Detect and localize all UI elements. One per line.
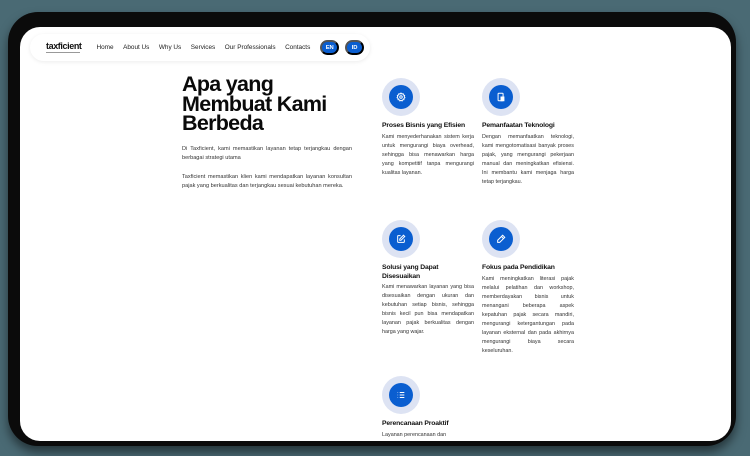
pencil-icon <box>489 227 513 251</box>
feature-card <box>382 78 474 178</box>
feature-title: Solusi yang Dapat Disesuaikan <box>382 264 439 280</box>
feature-title: Proses Bisnis yang Efisien <box>382 122 465 129</box>
feature-title: Pemanfaatan Teknologi <box>482 122 555 129</box>
navbar <box>30 34 370 61</box>
nav-link-why-us[interactable]: Why Us <box>158 44 182 51</box>
device-icon <box>489 85 513 109</box>
icon-ring <box>382 376 420 414</box>
feature-card <box>482 78 574 187</box>
icon-ring <box>382 78 420 116</box>
nav-link-our-professionals[interactable]: Our Professionals <box>224 44 276 51</box>
browser-viewport <box>20 27 731 441</box>
nav-link-contacts[interactable]: Contacts <box>285 44 311 51</box>
lang-id-button[interactable]: ID <box>345 40 364 55</box>
edit-square-icon <box>389 227 413 251</box>
feature-text: Kami menawarkan layanan yang bisa disesuaikan dengan ukuran dan kebutuhan setiap bisnis, sehingga bisnis kecil pun bisa mendapatkan layanan pajak berkualitas dengan harga yang wajar. <box>382 284 474 336</box>
hero-paragraph-1: Di Taxficient, kami memastikan layanan tetap terjangkau dengan berbagai strategi utama <box>182 145 352 161</box>
feature-text: Dengan memanfaatkan teknologi, kami mengotomatisasi banyak proses pajak, yang mengurangi pekerjaan manual dan meningkatkan efisiensi. Ini membantu kami menjaga harga tetap terjangkau. <box>482 133 574 185</box>
icon-ring <box>382 220 420 258</box>
title-line-2: Membuat Kami <box>182 91 327 116</box>
hero-section <box>182 72 352 191</box>
hero-paragraph-2: Taxficient memastikan klien kami mendapatkan layanan konsultan pajak yang berkualitas dan terjangkau sesuai kebutuhan mereka. <box>182 173 352 189</box>
logo-tagline <box>46 52 80 53</box>
feature-title: Fokus pada Pendidikan <box>482 264 555 271</box>
nav-link-services[interactable]: Services <box>190 44 216 51</box>
page-title <box>182 72 352 135</box>
feature-card <box>482 220 574 356</box>
title-line-3: Berbeda <box>182 111 264 135</box>
icon-ring <box>482 78 520 116</box>
logo-text: taxficient <box>46 41 82 51</box>
nav-link-about-us[interactable]: About Us <box>123 44 150 51</box>
lang-en-button[interactable]: EN <box>320 40 339 55</box>
icon-ring <box>482 220 520 258</box>
feature-title: Perencanaan Proaktif <box>382 420 449 427</box>
feature-card <box>382 376 474 440</box>
device-frame <box>8 12 736 446</box>
nav-link-home[interactable]: Home <box>96 44 114 51</box>
feature-text: Kami menyederhanakan sistem kerja untuk mengurangi biaya overhead, sehingga bisa menawarkan harga yang kompetitif tanpa mengurangi kualitas layanan. <box>382 133 474 176</box>
title-line-1: Apa yang <box>182 72 274 96</box>
gear-icon <box>389 85 413 109</box>
feature-card <box>382 220 474 338</box>
feature-text: Layanan perencanaan dan <box>382 431 447 438</box>
list-icon <box>389 383 413 407</box>
feature-text: Kami meningkatkan literasi pajak melalui pelatihan dan workshop, memberdayakan bisnis untuk menangani beberapa aspek kepatuhan pajak secara mandiri, mengurangi ketergantungan pada layanan eksternal dan pada akhirnya mengurangi biaya secara keseluruhan. <box>482 275 574 355</box>
logo[interactable] <box>46 42 82 53</box>
